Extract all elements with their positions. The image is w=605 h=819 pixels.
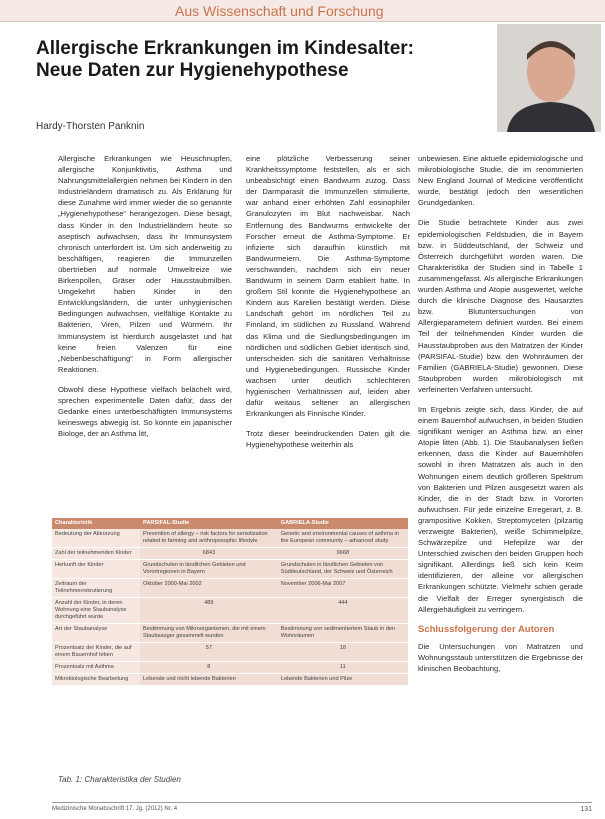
table-row <box>52 529 408 548</box>
section-banner-text: Aus Wissenschaft und Forschung <box>175 3 384 19</box>
table-cell: Grundschulen in ländlichen Gebieten von Süddeutschland, der Schweiz und Österreich <box>278 560 408 579</box>
table-header-cell: Charakteristik <box>52 518 140 529</box>
table-cell: 444 <box>278 598 408 624</box>
paragraph: Allergische Erkrankungen wie Heuschnupfen, allergische Konjunktivitis, Asthma und Nahrungsmittelallergien nehmen bei Kindern in den Industrieländern dramatisch zu. Als Erklärung für diese Zunahme wird immer wieder die so genannte „Hygienehypothese“ herangezogen. Diese besagt, dass Kinder in den Industrieländern heute so aseptisch aufwachsen, dass ihr Immunsystem chronisch unterfordert ist. Um sich anderweitig zu beschäftigen, reagieren die Immunzellen übertrieben auf normale Umweltreize wie Birkenpollen, Gräser oder Hausstaubmilben. Umgekehrt haben Kinder in den Entwicklungsländern, die unter unhygienischen Bedingungen aufwachsen, vielfältige Kontakte zu Bakterien, Viren, Pilzen und Würmern. Ihr Immunsystem ist hierdurch ausgelastet und hat keine freien Valenzen für eine „Nebenbeschäftigung“ in Form allergischer Reaktionen. <box>58 154 232 374</box>
section-banner <box>0 0 605 22</box>
paragraph: Trotz dieser beeindruckenden Daten gilt die Hygienehypothese weiterhin als <box>246 429 410 450</box>
table-row <box>52 598 408 624</box>
study-characteristics-table <box>52 518 408 686</box>
table-cell: Lebende und nicht lebende Bakterien <box>140 674 278 686</box>
table-row <box>52 548 408 560</box>
table-cell: Prozentsatz mit Asthma <box>52 662 140 674</box>
table-cell: 11 <box>278 662 408 674</box>
section-subheading: Schlussfolgerung der Autoren <box>418 623 555 635</box>
table-row <box>52 643 408 662</box>
paragraph: Im Ergebnis zeigte sich, dass Kinder, die auf einem Bauernhof aufwuchsen, in beiden Studien signifikant weniger an Asthma bzw. an einer Atopie litten (Abb. 1). Die Staubanalysen ließen erkennen, dass die Kinder auf Bauernhöfen sowohl in ihren Matratzen als auch in den Wohnungen einem deutlich größeren Spektrum von Bakterien und Pilzen ausgesetzt waren als Kinder, die in der Stadt bzw. in Vororten aufwuchsen. Für jede einzelne Erregerart, z. B. grampositive Kokken, Streptomyceten (pilzartig verzweigte Bakterien), weiße Schimmelpilze, Schwärzepilze und Hefepilze war der Unterschied zwischen den beiden Gruppen hoch signifikant. Allerdings ließ sich kein Keim identifizieren, der alleine vor allergischen Erkrankungen schützte. Vielmehr schien gerade die Vielfalt der Erreger synergistisch die Allergiehäufigkeit zu verringern. <box>418 404 583 614</box>
article-title-line1: Allergische Erkrankungen im Kindesalter: <box>36 38 415 59</box>
paragraph: unbewiesen. Eine aktuelle epidemiologische und mikrobiologische Studie, die im renommierten New England Journal of Medicine veröffentlicht wurde, bestätigt jedoch den wesentlichen Grundgedanken. <box>418 154 583 208</box>
table-cell: Herkunft der Kinder <box>52 560 140 579</box>
table-cell: 9668 <box>278 548 408 560</box>
table-cell: 57 <box>140 643 278 662</box>
table-cell: Mikrobiologische Bearbeitung <box>52 674 140 686</box>
article-title <box>36 38 496 82</box>
table-row <box>52 624 408 643</box>
table-cell: Zahl der teilnehmenden Kinder <box>52 548 140 560</box>
table-caption: Tab. 1: Charakteristika der Studien <box>58 775 181 784</box>
text-column-2 <box>246 153 410 459</box>
table-cell: Anzahl der Kinder, in deren Wohnung eine Staubanalyse durchgeführt wurde <box>52 598 140 624</box>
journal-reference: Medizinische Monatsschrift 17. Jg. (2012) Nr. 4 <box>52 806 178 812</box>
table-cell: November 2006-Mai 2007 <box>278 579 408 598</box>
author-photo <box>497 24 601 132</box>
page-footer <box>52 802 592 812</box>
paragraph: Obwohl diese Hypothese vielfach belächelt wird, sprechen experimentelle Daten dafür, dass der Gedanke eines unterbeschäftigten Immunsystems keineswegs abwegig ist. So konnte ein japanischer Biologe, der an Asthma litt, <box>58 384 232 439</box>
table-cell: 18 <box>278 643 408 662</box>
page-number: 131 <box>580 806 592 813</box>
table-cell: Bestimmung von Mikroorganismen, die mit einem Staubsauger gesammelt wurden <box>140 624 278 643</box>
table-cell: Zeitraum der Teilnehmerrekrutierung <box>52 579 140 598</box>
table-cell: Prozentsatz der Kinder, die auf einem Bauernhof leben <box>52 643 140 662</box>
table-cell: Bestimmung von sedimentiertem Staub in den Wohnräumen <box>278 624 408 643</box>
table-header-cell: PARSIFAL-Studie <box>140 518 278 529</box>
table-cell: 489 <box>140 598 278 624</box>
table-cell: 6843 <box>140 548 278 560</box>
table-header-row <box>52 518 408 529</box>
author-name: Hardy-Thorsten Panknin <box>36 121 145 132</box>
table-row <box>52 674 408 686</box>
table-cell: Bedeutung der Abkürzung <box>52 529 140 548</box>
table-cell: Oktober 2000-Mai 2002 <box>140 579 278 598</box>
table-cell: Grundschulen in ländlichen Gebieten und Vorortregionen in Bayern <box>140 560 278 579</box>
article-title-line2: Neue Daten zur Hygienehypothese <box>36 60 349 81</box>
table-cell: 8 <box>140 662 278 674</box>
text-column-1 <box>58 153 232 448</box>
paragraph: Die Studie betrachtete Kinder aus zwei epidemiologischen Feldstudien, die in Bayern bzw. in Süddeutschland, der Schweiz und Österreich durchgeführt worden waren. Die Charakteristika der Studien sind in Tabelle 1 zusammengefasst. Als allergische Erkrankungen wurden Asthma und Atopie ausgewertet, welche durch die klinische Diagnose des Hausarztes bzw. Blutuntersuchungen von Allergieparametern definiert wurden. Bei einem Teil der teilnehmenden Kinder wurden die Hausstaubproben aus den Matratzen der Kinder (PARSIFAL-Studie) bzw. den Wohnräumen der Familien (GABRIELA-Studie) gewonnen. Diese Staubproben wurden mikrobiologisch mit verfeinerten Verfahren untersucht. <box>418 218 583 394</box>
table-row <box>52 560 408 579</box>
table-row <box>52 579 408 598</box>
text-column-3 <box>418 153 583 683</box>
author-portrait-icon <box>497 24 601 132</box>
table-header-cell: GABRIELA-Studie <box>278 518 408 529</box>
table-cell: Genetic and environmental causes of asthma in the European community – advanced study <box>278 529 408 548</box>
paragraph: eine plötzliche Verbesserung seiner Krankheitssymptome feststellen, als er sich unbeabsichtigt einen Bandwurm zuzog. Dass der Darmparasit die Immunzellen stimulierte, war anhand einer erhöhten Zahl eosinophiler Granulozyten im Blut nachweisbar. Nach Entfernung des Bandwurms entwickelte der Forscher erneut die Asthma-Symptome. Er infizierte sich daraufhin künstlich mit Bandwurmeiern. Die Asthma-Symptome verschwanden, nachdem sich ein neuer Bandwurm in seinem Darm etabliert hatte. In großem Stil konnte die Hygienehypothese an Kindern aus Karelien bestätigt werden. Diese Landschaft gehört im nördlichen Teil zu Finnland, im südlichen zu Russland. Während das Klima und die Siedlungsbedingungen im nördlichen und südlichen Gebiet identisch sind, unterscheiden sich die sanitären Verhältnisse und Hygienebedingungen. Russische Kinder wachsen unter deutlich schlechteren hygienischen Verhältnissen auf, leiden aber dafür weitaus seltener an allergischen Erkrankungen als Finnische Kinder. <box>246 154 410 419</box>
table-cell: Prevention of allergy – risk factors for sensitization related to farming and anthroposophic lifestyle <box>140 529 278 548</box>
table-cell: Lebende Bakterien und Pilze <box>278 674 408 686</box>
table-row <box>52 662 408 674</box>
table-cell: Art der Staubanalyse <box>52 624 140 643</box>
paragraph: Die Untersuchungen von Matratzen und Wohnungsstaub unterstützen die Ergebnisse der klinischen Beobachtung, <box>418 641 583 674</box>
